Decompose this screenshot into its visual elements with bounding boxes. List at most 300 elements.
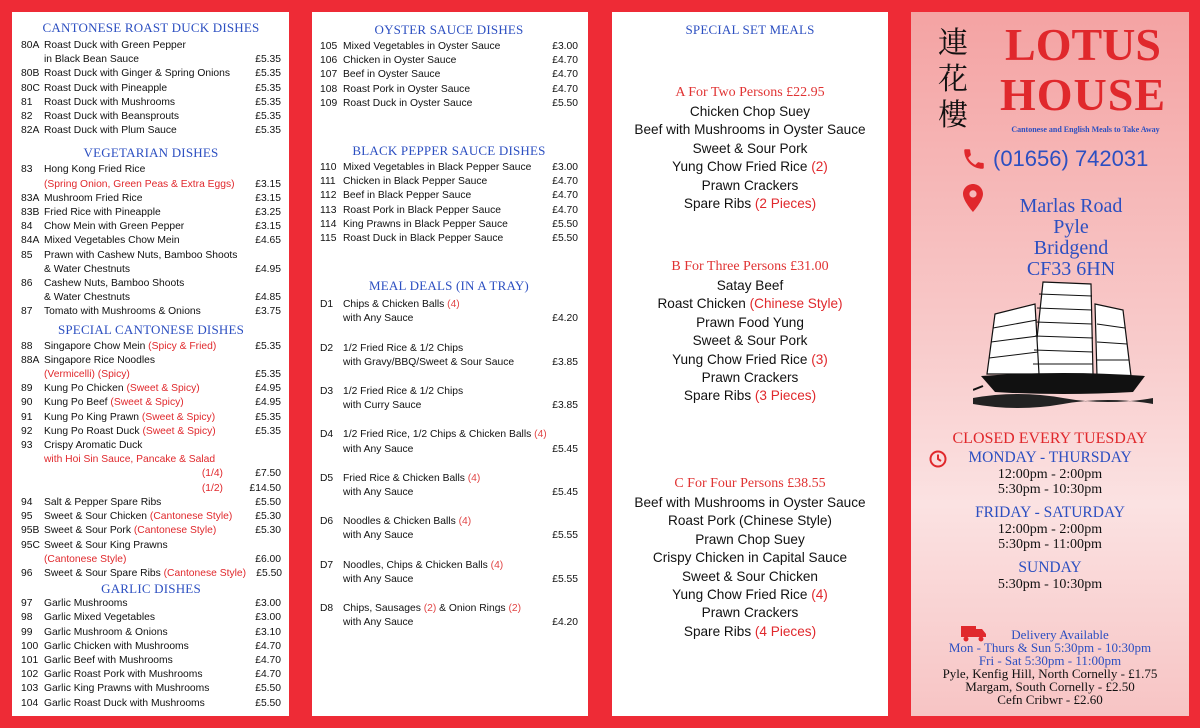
meal-deal-sauce: with Gravy/BBQ/Sweet & Sour Sauce xyxy=(343,356,515,368)
item-number: 106 xyxy=(320,55,338,67)
meal-deal-qty: (4) xyxy=(467,472,481,484)
delivery-area: Cefn Cribwr - £2.60 xyxy=(997,692,1103,707)
menu-panel-1 xyxy=(12,12,289,716)
meal-deal-item xyxy=(320,602,578,630)
item-name xyxy=(44,249,245,263)
set-item-text: Chicken Chop Suey xyxy=(689,104,811,119)
item-name-text: Fried Rice with Pineapple xyxy=(44,207,161,219)
meal-deal-sauce: with Any Sauce xyxy=(343,617,414,629)
item-price: £5.50 xyxy=(552,233,578,245)
menu-item-row xyxy=(21,553,281,567)
item-name xyxy=(44,277,245,291)
item-name xyxy=(44,425,245,439)
item-number: 80B xyxy=(21,68,40,80)
set-meal-item xyxy=(612,369,888,387)
item-name xyxy=(44,96,245,110)
item-number: 86 xyxy=(21,278,33,290)
item-name-text: Salt & Pepper Spare Ribs xyxy=(44,496,162,508)
set-item-text: Spare Ribs xyxy=(683,388,755,404)
set-item-text: Prawn Food Yung xyxy=(696,314,804,330)
item-number xyxy=(21,467,44,481)
item-name xyxy=(44,682,245,696)
item-price: £5.35 xyxy=(255,54,281,66)
section-title: BLACK PEPPER SAUCE DISHES xyxy=(352,143,546,159)
menu-item-row xyxy=(21,263,281,277)
set-item-text: Prawn Crackers xyxy=(701,177,799,193)
menu-item-row xyxy=(21,539,281,553)
item-name xyxy=(44,654,245,668)
section-title: SPECIAL CANTONESE DISHES xyxy=(57,321,245,337)
hours-time: 12:00pm - 2:00pm xyxy=(997,467,1103,482)
set-meal-c xyxy=(612,476,888,641)
item-number: 113 xyxy=(320,204,337,216)
item-number: 91 xyxy=(21,411,33,423)
item-price: £5.50 xyxy=(552,218,578,230)
meal-deal-number: D8 xyxy=(320,603,334,615)
meal-deal-qty: (4) xyxy=(458,516,472,528)
chinese-char: 樓 xyxy=(938,98,968,133)
item-name xyxy=(44,234,245,248)
meal-deal-line xyxy=(320,356,578,370)
set-meal-item xyxy=(612,623,888,641)
meal-deal-text: 1/2 Fried Rice, 1/2 Chips & Chicken Balls xyxy=(343,429,535,441)
hours-time: 5:30pm - 10:30pm xyxy=(997,482,1103,497)
set-item-qty: (3 Pieces) xyxy=(754,388,817,404)
item-number: 89 xyxy=(21,383,33,395)
address-line: Marlas Road xyxy=(1019,195,1123,217)
item-name-text: Chicken in Black Pepper Sauce xyxy=(343,176,488,188)
item-name xyxy=(44,453,245,467)
menu-item-row xyxy=(320,54,578,68)
item-price xyxy=(245,354,281,368)
item-name-text: Roast Duck with Green Pepper xyxy=(44,40,186,51)
menu-item-row xyxy=(21,467,281,481)
item-name-text: Garlic King Prawns with Mushrooms xyxy=(44,683,210,695)
item-price: £5.50 xyxy=(255,697,281,709)
closed-notice: CLOSED EVERY TUESDAY xyxy=(952,430,1148,447)
item-name xyxy=(44,510,245,524)
item-price: £4.70 xyxy=(255,654,281,666)
item-number: 87 xyxy=(21,306,33,318)
set-item-qty: (Chinese Style) xyxy=(749,296,843,312)
item-number: 84A xyxy=(21,235,40,247)
item-name xyxy=(343,189,542,203)
meal-deal-qty: (4) xyxy=(447,299,460,311)
set-meal-item xyxy=(612,604,888,622)
meal-deal-line xyxy=(320,443,578,457)
menu-panel-3 xyxy=(612,12,888,716)
section-title: VEGETARIAN DISHES xyxy=(83,145,219,161)
spacer xyxy=(320,399,343,413)
meal-deal-qty: (4) xyxy=(534,429,547,441)
menu-item-row xyxy=(320,175,578,189)
item-name xyxy=(343,232,542,246)
item-price: £4.70 xyxy=(255,669,281,681)
menu-item-row xyxy=(21,411,281,425)
menu-item-row xyxy=(21,510,281,524)
menu-item-row xyxy=(21,396,281,410)
meal-deal-qty: (2) xyxy=(508,603,522,615)
item-price: £14.50 xyxy=(249,482,281,494)
item-number: 105 xyxy=(320,41,338,52)
set-item-text: Satay Beef xyxy=(716,278,784,293)
item-name xyxy=(44,305,245,319)
set-item-text: Yung Chow Fried Rice xyxy=(672,351,812,367)
menu-item-row xyxy=(21,82,281,96)
item-name-text: Kung Po Chicken xyxy=(44,383,127,395)
item-price: £3.15 xyxy=(255,221,281,233)
item-name xyxy=(44,439,245,453)
item-number: 83A xyxy=(21,192,40,204)
item-number: 104 xyxy=(21,697,39,709)
set-item-text: Beef with Mushrooms in Oyster Sauce xyxy=(634,495,866,510)
name-line-2: HOUSE xyxy=(999,69,1167,120)
item-name xyxy=(44,496,245,510)
item-name-text: Roast Duck with Plum Sauce xyxy=(44,125,177,137)
set-meal-item xyxy=(612,332,888,350)
meal-deal-sauce: with Any Sauce xyxy=(343,573,414,585)
menu-item-row xyxy=(21,124,281,138)
set-heading: A For Two Persons £22.95 xyxy=(675,85,825,100)
meal-deal-line xyxy=(320,559,578,573)
set-item-text: Roast Chicken xyxy=(657,296,750,312)
meal-deal-item xyxy=(320,472,578,500)
item-name xyxy=(44,206,245,220)
set-item-text: Yung Chow Fried Rice xyxy=(672,587,812,603)
item-number xyxy=(21,368,44,382)
phone-number[interactable]: (01656) 742031 xyxy=(993,146,1149,171)
meal-deal-line xyxy=(320,515,578,529)
menu-panel-2 xyxy=(312,12,588,716)
item-name-text: Chicken in Oyster Sauce xyxy=(343,55,457,67)
meal-deal-price: £4.20 xyxy=(552,617,578,629)
set-item-text: Prawn Crackers xyxy=(701,370,799,386)
meal-deal-price: £5.55 xyxy=(552,530,578,542)
item-name-text: Sweet & Sour Pork xyxy=(44,525,134,537)
meal-deal-number: D3 xyxy=(320,386,334,398)
address-line: Pyle xyxy=(1053,216,1089,238)
menu-item-row xyxy=(320,68,578,82)
item-price: £6.00 xyxy=(255,553,281,565)
item-number: 103 xyxy=(21,683,39,695)
set-item-text: Sweet & Sour Pork xyxy=(692,140,808,156)
meal-deal-line xyxy=(320,472,578,486)
meal-deal-line xyxy=(320,616,578,630)
item-price: £3.15 xyxy=(255,178,281,190)
item-name-text: Mixed Vegetables in Black Pepper Sauce xyxy=(343,162,532,174)
item-number xyxy=(21,263,44,277)
menu-item-row xyxy=(21,249,281,263)
meal-deal-line xyxy=(320,529,578,543)
item-name-text: Roast Duck with Ginger & Spring Onions xyxy=(44,68,230,80)
meal-deal-sauce: with Any Sauce xyxy=(343,530,414,542)
item-price: £5.35 xyxy=(255,369,281,381)
item-number: 97 xyxy=(21,598,33,610)
chinese-logo-text xyxy=(933,26,973,134)
item-name xyxy=(343,40,542,54)
meal-deal-number: D6 xyxy=(320,516,334,528)
item-name-text: Prawn with Cashew Nuts, Bamboo Shoots xyxy=(44,249,238,261)
meal-deal-number: D7 xyxy=(320,559,334,571)
meal-deal-number: D5 xyxy=(320,472,334,484)
item-number: 101 xyxy=(21,654,39,666)
set-meal-item xyxy=(612,494,888,512)
item-price: £5.35 xyxy=(255,411,281,423)
item-name xyxy=(44,163,245,177)
item-price: £5.50 xyxy=(255,683,281,695)
item-number: 94 xyxy=(21,496,33,508)
delivery-area: Margam, South Cornelly - £2.50 xyxy=(965,679,1135,694)
item-name xyxy=(44,524,245,538)
menu-item-row xyxy=(21,697,281,711)
item-note: (Sweet & Spicy) xyxy=(141,411,216,423)
item-price: £4.65 xyxy=(255,235,281,247)
meal-deal-sauce: with Curry Sauce xyxy=(343,400,422,412)
section-title: MEAL DEALS (IN A TRAY) xyxy=(369,278,529,294)
item-number xyxy=(21,291,44,305)
menu-item-row xyxy=(320,218,578,232)
meal-deal-line xyxy=(320,428,578,442)
set-item-qty: (3) xyxy=(811,351,828,367)
item-name xyxy=(44,39,245,53)
menu-item-row xyxy=(21,53,281,67)
item-name xyxy=(44,67,245,81)
item-note: (1/4) xyxy=(201,468,223,480)
hours-days: FRIDAY - SATURDAY xyxy=(975,504,1125,521)
item-name xyxy=(44,668,245,682)
item-price: £4.70 xyxy=(552,204,578,216)
item-price xyxy=(245,249,281,263)
item-name-text: Sweet & Sour King Prawns xyxy=(44,539,168,551)
item-name-text: Singapore Chow Mein xyxy=(44,340,149,352)
item-name-text: Garlic Mixed Vegetables xyxy=(44,612,156,624)
item-number: 102 xyxy=(21,669,39,681)
item-name xyxy=(44,220,245,234)
meal-deal-desc xyxy=(343,602,578,616)
set-meal-item xyxy=(612,531,888,549)
meal-deal-line xyxy=(320,385,578,399)
menu-item-row xyxy=(320,232,578,246)
chinese-char: 連 xyxy=(938,26,968,61)
item-price: £4.70 xyxy=(552,190,578,202)
menu-item-row xyxy=(21,425,281,439)
spacer xyxy=(320,486,343,500)
meal-deal-desc xyxy=(343,472,578,486)
menu-item-row xyxy=(21,178,281,192)
menu-item-row xyxy=(21,496,281,510)
set-meal-a xyxy=(612,85,888,213)
item-name xyxy=(44,396,245,410)
item-number: 115 xyxy=(320,233,337,245)
item-price: £5.50 xyxy=(552,97,578,109)
item-number: 96 xyxy=(21,567,33,579)
delivery-area: Pyle, Kenfig Hill, North Cornelly - £1.75 xyxy=(942,666,1158,681)
item-name xyxy=(44,124,245,138)
item-price: £5.35 xyxy=(255,340,281,352)
meal-deal-text: Chips, Sausages xyxy=(343,603,424,615)
item-name-text: Roast Pork in Oyster Sauce xyxy=(343,83,471,95)
set-item-qty: (4 Pieces) xyxy=(754,623,817,639)
garlic-list xyxy=(21,597,281,711)
spacer xyxy=(320,529,343,543)
item-name-text: Roast Duck with Beansprouts xyxy=(44,111,180,123)
item-number: 100 xyxy=(21,640,39,652)
item-price xyxy=(245,277,281,291)
item-price xyxy=(245,439,281,453)
item-number: 99 xyxy=(21,626,33,638)
item-name-text: Garlic Chicken with Mushrooms xyxy=(44,640,189,652)
meal-deal-line xyxy=(320,399,578,413)
set-meal-item xyxy=(612,568,888,586)
item-price xyxy=(245,163,281,177)
menu-item-row xyxy=(21,453,281,467)
item-name-text: Hong Kong Fried Rice xyxy=(44,164,146,176)
item-number xyxy=(21,453,44,467)
item-name-text: King Prawns in Black Pepper Sauce xyxy=(343,218,508,230)
meal-deal-price: £5.45 xyxy=(552,443,578,455)
item-number xyxy=(21,53,44,67)
item-price: £5.50 xyxy=(255,496,281,508)
item-price: £3.25 xyxy=(255,207,281,219)
item-note: (Sweet & Spicy) xyxy=(142,425,216,437)
item-number: 90 xyxy=(21,397,33,409)
address-line: Bridgend xyxy=(1033,237,1109,259)
item-number: 93 xyxy=(21,440,33,452)
item-number xyxy=(21,178,44,192)
item-name-text: Crispy Aromatic Duck xyxy=(44,440,143,452)
set-meal-item xyxy=(612,277,888,295)
set-meal-item xyxy=(612,177,888,195)
item-name xyxy=(343,97,542,111)
meal-deal-text: Noodles & Chicken Balls xyxy=(343,516,459,528)
item-number: 83B xyxy=(21,207,40,219)
item-number: 107 xyxy=(320,69,338,81)
item-name xyxy=(44,467,245,481)
menu-item-row xyxy=(21,439,281,453)
item-name-text: Kung Po Roast Duck xyxy=(44,425,143,437)
item-number: 88A xyxy=(21,354,40,366)
menu-item-row xyxy=(21,597,281,611)
item-note: (Vermicelli) (Spicy) xyxy=(44,369,130,381)
menu-item-row xyxy=(21,206,281,220)
item-name-text: Beef in Black Pepper Sauce xyxy=(343,190,472,202)
item-name xyxy=(343,83,542,97)
set-item-text: Roast Pork (Chinese Style) xyxy=(668,513,832,529)
menu-item-row xyxy=(21,67,281,81)
item-name xyxy=(44,539,245,553)
set-item-text: Prawn Chop Suey xyxy=(695,531,805,547)
menu-item-row xyxy=(21,163,281,177)
item-price: £3.00 xyxy=(552,162,578,174)
item-name xyxy=(44,192,245,206)
delivery-info xyxy=(911,628,1189,706)
item-name-text: in Black Bean Sauce xyxy=(44,54,140,66)
meal-deal-item xyxy=(320,428,578,456)
set-item-text: Spare Ribs xyxy=(683,196,755,212)
item-price: £3.00 xyxy=(255,598,281,610)
set-item-qty: (2 Pieces) xyxy=(754,196,817,212)
chinese-char: 花 xyxy=(938,62,968,97)
menu-item-row xyxy=(21,524,281,538)
item-name xyxy=(343,161,542,175)
meal-deal-desc xyxy=(343,342,578,356)
meal-deal-price: £3.85 xyxy=(552,356,578,368)
item-name-text: Roast Duck in Black Pepper Sauce xyxy=(343,233,504,245)
set-item-qty: (2) xyxy=(811,159,828,175)
meal-deal-number: D2 xyxy=(320,342,334,354)
item-name xyxy=(44,597,245,611)
item-number: 95C xyxy=(21,539,40,551)
menu-item-row xyxy=(21,305,281,319)
item-name-text: Sweet & Sour Chicken xyxy=(44,511,150,523)
item-name-text: Roast Duck in Oyster Sauce xyxy=(343,97,473,109)
meal-deal-line xyxy=(320,312,578,326)
set-meal-item xyxy=(612,586,888,604)
set-meal-item xyxy=(612,195,888,213)
item-price: £5.35 xyxy=(255,111,281,123)
hours-time: 5:30pm - 11:00pm xyxy=(998,537,1102,552)
item-price: £5.30 xyxy=(255,525,281,537)
meal-deal-text: 1/2 Fried Rice & 1/2 Chips xyxy=(343,342,464,354)
menu-item-row xyxy=(21,611,281,625)
item-name-text: Kung Po King Prawn xyxy=(44,411,142,423)
item-name xyxy=(44,368,245,382)
menu-item-row xyxy=(320,83,578,97)
item-price: £5.35 xyxy=(255,425,281,437)
meal-deal-line xyxy=(320,573,578,587)
menu-item-row xyxy=(320,204,578,218)
meal-deal-sauce: with Any Sauce xyxy=(343,487,414,499)
item-name xyxy=(44,611,245,625)
item-name-text: Beef in Oyster Sauce xyxy=(343,69,441,81)
address xyxy=(971,196,1171,280)
meal-deal-text: Noodles, Chips & Chicken Balls xyxy=(343,559,491,571)
item-price: £5.50 xyxy=(256,567,283,579)
item-name-text: Sweet & Sour Spare Ribs xyxy=(44,567,164,579)
item-note: (Spicy & Fried) xyxy=(148,340,217,352)
spacer xyxy=(320,616,343,630)
name-line-1: LOTUS xyxy=(1005,19,1161,70)
item-number: 82 xyxy=(21,111,33,123)
set-item-text: Sweet & Sour Chicken xyxy=(681,568,818,584)
set-meal-item xyxy=(612,512,888,530)
info-panel xyxy=(911,12,1189,716)
item-number: 82A xyxy=(21,125,40,137)
address-line: CF33 6HN xyxy=(1026,258,1116,280)
menu-item-row xyxy=(320,189,578,203)
item-name-text: Roast Duck with Mushrooms xyxy=(44,96,176,108)
set-meal-item xyxy=(612,314,888,332)
meal-deal-desc xyxy=(343,515,578,529)
item-price xyxy=(245,539,281,553)
meal-deal-text: & Onion Rings xyxy=(436,603,509,615)
phone-icon xyxy=(961,146,987,177)
item-name xyxy=(44,354,245,368)
item-name-text: Garlic Roast Duck with Mushrooms xyxy=(44,697,205,709)
meal-deal-item xyxy=(320,298,578,326)
set-item-qty: (4) xyxy=(811,587,828,603)
meal-deal-text: 1/2 Fried Rice & 1/2 Chips xyxy=(343,386,464,398)
menu-item-row xyxy=(21,192,281,206)
meal-deal-text: Chips & Chicken Balls xyxy=(343,299,448,311)
item-number xyxy=(21,553,44,567)
item-name-text: Garlic Mushrooms xyxy=(44,598,128,610)
menu-item-row xyxy=(21,110,281,124)
item-price: £4.95 xyxy=(255,397,281,409)
item-name xyxy=(44,411,245,425)
item-name-text: Garlic Roast Pork with Mushrooms xyxy=(44,669,203,681)
set-meal-item xyxy=(612,295,888,313)
